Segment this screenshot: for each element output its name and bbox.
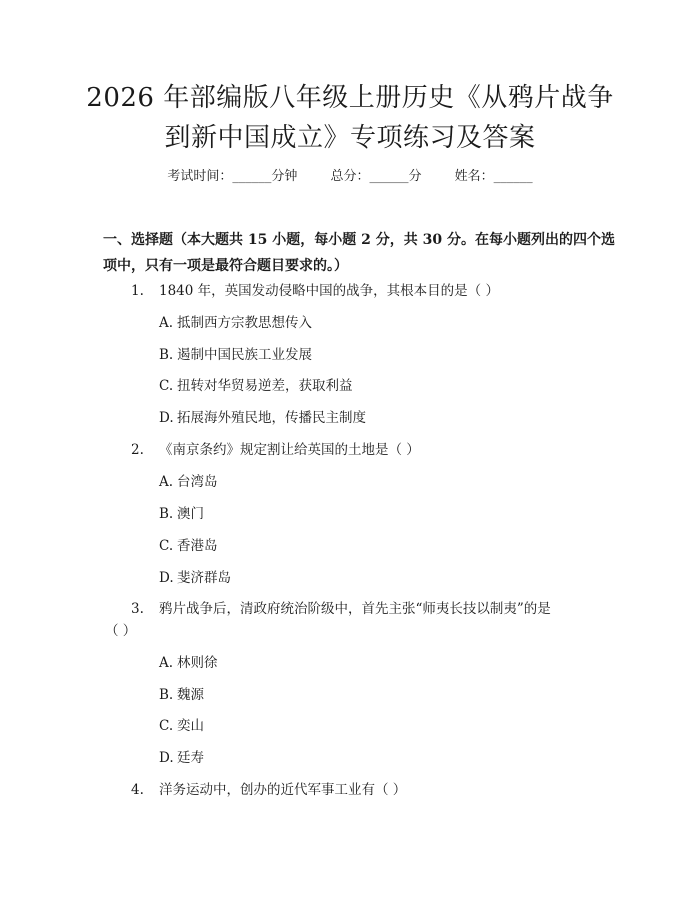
option-letter: A.	[159, 655, 174, 671]
option-text: 澳门	[177, 506, 204, 522]
option-letter: D.	[159, 750, 174, 766]
option-3c	[159, 716, 204, 736]
question-3-continuation: （ ）	[105, 623, 137, 639]
question-4	[131, 780, 406, 800]
section-heading-line-2: 项中，只有一项是最符合题目要求的。）	[103, 258, 348, 274]
option-letter: A.	[159, 474, 174, 490]
option-letter: D.	[159, 570, 174, 586]
question-3	[131, 599, 551, 619]
option-text: 抵制西方宗教思想传入	[177, 315, 312, 331]
option-letter: B.	[159, 347, 174, 363]
option-1c	[159, 376, 353, 396]
option-1d	[159, 408, 366, 428]
option-text: 廷寿	[177, 750, 204, 766]
question-1	[131, 281, 499, 301]
option-text: 林则徐	[177, 655, 218, 671]
option-text: 拓展海外殖民地，传播民主制度	[177, 410, 366, 426]
option-2d	[159, 568, 231, 588]
question-text: 《南京条约》规定割让给英国的土地是（ ）	[159, 442, 420, 458]
section-heading-line-1: 一、选择题（本大题共 15 小题，每小题 2 分，共 30 分。在每小题列出的四个选	[103, 232, 615, 248]
question-number: 3.	[131, 601, 144, 617]
option-letter: C.	[159, 538, 174, 554]
document-title-line-2: 到新中国成立》专项练习及答案	[164, 123, 536, 153]
document-title-line-1: 2026 年部编版八年级上册历史《从鸦片战争	[86, 83, 614, 113]
option-text: 奕山	[177, 718, 204, 734]
option-1a	[159, 313, 312, 333]
option-2c	[159, 536, 218, 556]
option-2b	[159, 504, 204, 524]
option-letter: B.	[159, 506, 174, 522]
option-3d	[159, 748, 204, 768]
option-text: 香港岛	[177, 538, 218, 554]
question-text: 鸦片战争后，清政府统治阶级中，首先主张“师夷长技以制夷”的是	[159, 601, 551, 617]
option-text: 遏制中国民族工业发展	[177, 347, 312, 363]
option-3b	[159, 685, 204, 705]
option-letter: C.	[159, 378, 174, 394]
question-text: 1840 年，英国发动侵略中国的战争，其根本目的是（ ）	[159, 283, 499, 299]
exam-info-line	[0, 167, 700, 187]
question-number: 1.	[131, 283, 144, 299]
exam-time-field: 考试时间：______分钟	[167, 169, 298, 184]
option-letter: C.	[159, 718, 174, 734]
option-text: 魏源	[177, 687, 204, 703]
question-number: 4.	[131, 782, 144, 798]
total-score-field: 总分：______分	[330, 169, 422, 184]
question-text: 洋务运动中，创办的近代军事工业有（ ）	[159, 782, 407, 798]
option-letter: D.	[159, 410, 174, 426]
student-name-field: 姓名：______	[454, 169, 533, 184]
question-number: 2.	[131, 442, 144, 458]
option-2a	[159, 472, 218, 492]
option-text: 扭转对华贸易逆差，获取利益	[177, 378, 353, 394]
option-1b	[159, 345, 312, 365]
question-2	[131, 440, 420, 460]
option-letter: A.	[159, 315, 174, 331]
option-text: 台湾岛	[177, 474, 218, 490]
option-letter: B.	[159, 687, 174, 703]
option-3a	[159, 653, 218, 673]
option-text: 斐济群岛	[177, 570, 231, 586]
